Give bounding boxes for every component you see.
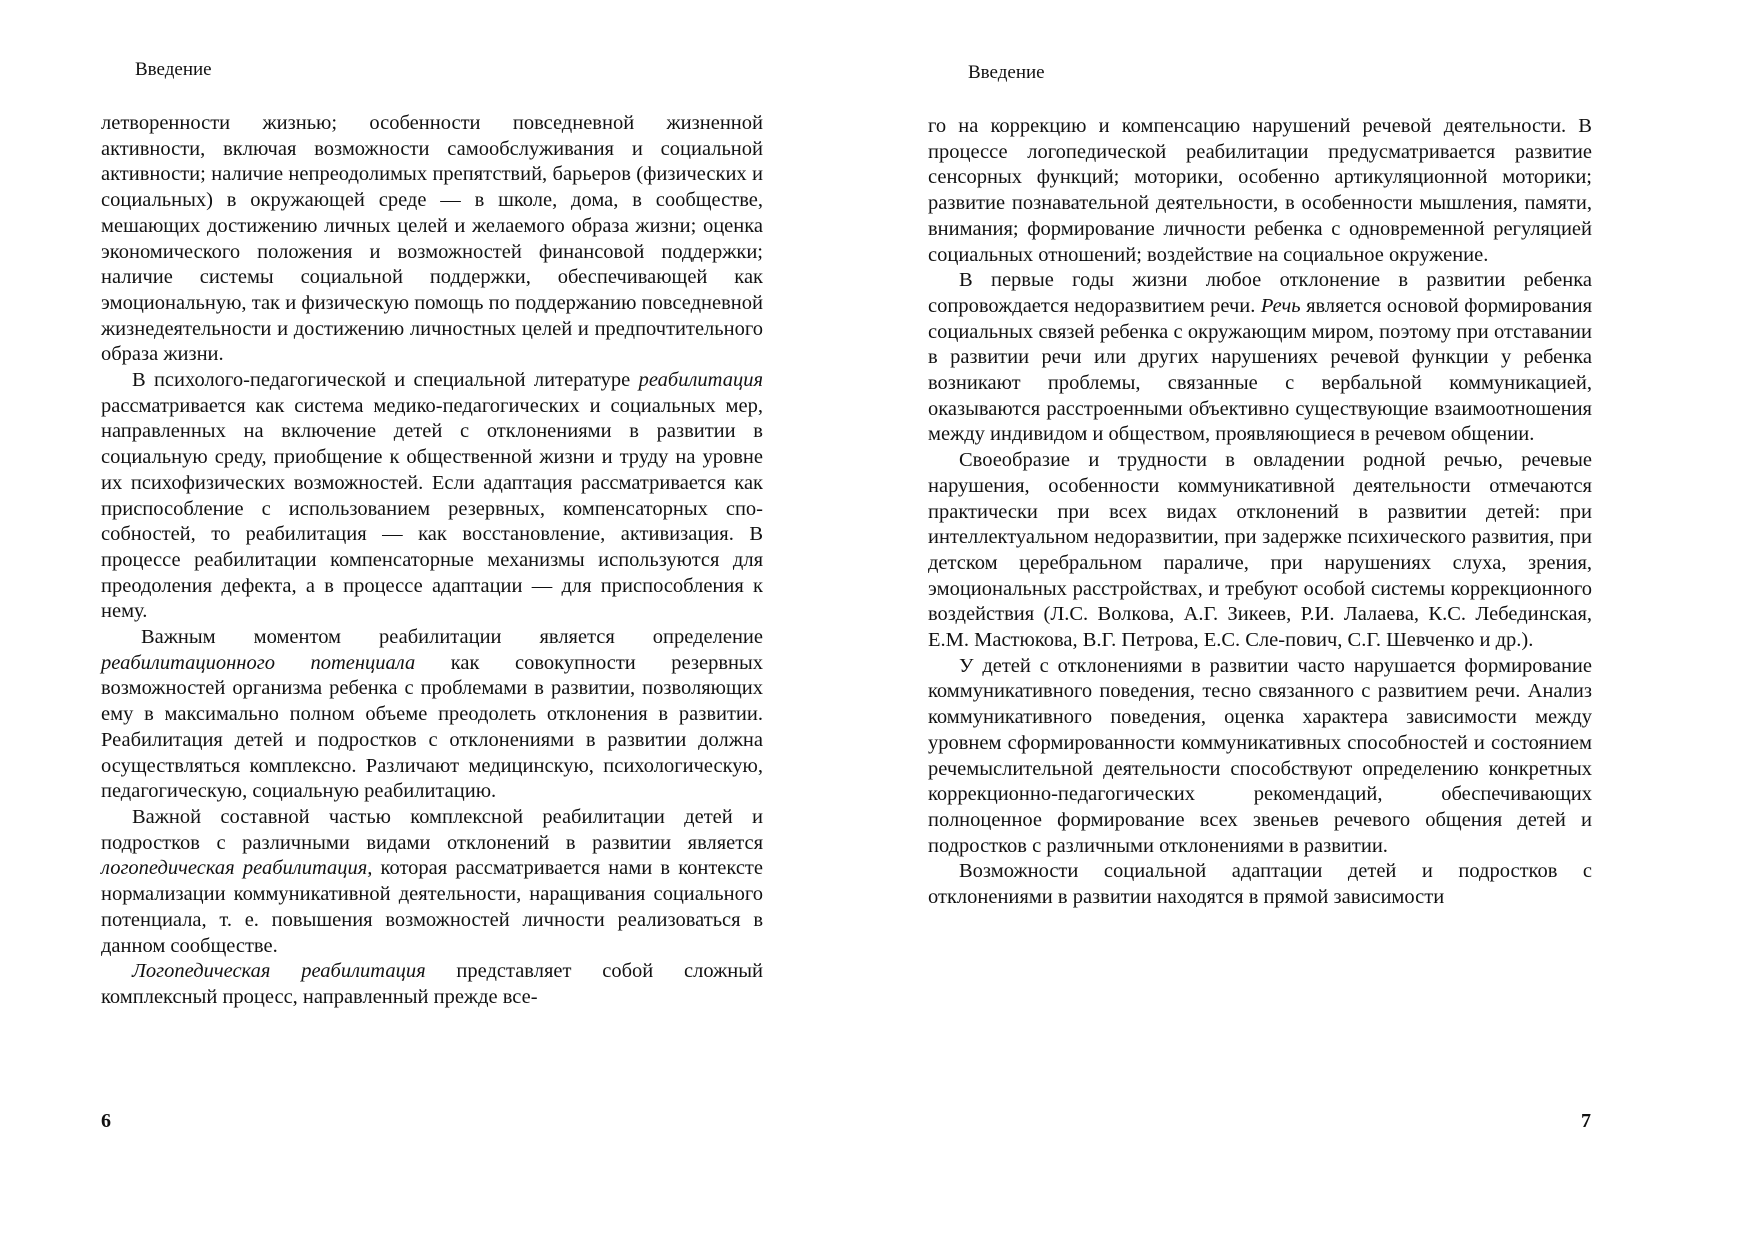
left-page [0,0,876,1241]
left-paragraph-5-term: Логопедическая реабилитация [132,960,426,983]
left-paragraph-4 [101,805,763,959]
left-paragraph-3-term: реабилитационного потенциала [101,651,416,674]
left-paragraph-3-before: Важным моментом реабилитации является определение [141,626,763,649]
left-running-head: Введение [135,59,212,80]
right-paragraph-2 [928,268,1592,448]
right-paragraph-2-term: Речь [1260,294,1301,317]
right-paragraph-4: У детей с отклонениями в развитии часто нарушается формирование коммуникативного поведения, тесно связанного с развитием речи. Анализ коммуникативного поведения, оценка характера зависимости между уровнем сформированности коммуникативных способностей и состоянием речемыслительной деятельности способствуют определению конкретных коррекционно-педагогических рекомендаций, обеспечивающих полноценное формирование всех звеньев речевого общения детей и подростков с различными отклонениями в развитии. [928,654,1592,857]
left-body-text [101,111,763,1011]
right-running-head: Введение [968,62,1045,83]
right-body-text [928,114,1592,911]
right-page [876,0,1753,1241]
right-paragraph-2-after: является основой формирования социальных связей ребенка с окружающим миром, поэтому при отставании в развитии речи или других нарушениях речевой функции у ребенка возникают проблемы, связанные с вербальной коммуникацией, оказываются расстроенными объективно существующие взаимоотношения между индивидом и обществом, проявляющиеся в речевом общении. [928,294,1593,446]
left-paragraph-3-after: как совокупности резервных возможностей организма ребенка с проблемами в развитии, позволяющих ему в максимально полном объеме преодолеть отклонения в развитии. Реабилитация детей и подростков с отклонениями в развитии должна осуществляться комплексно. Различают медицинскую, психологическую, педагогическую, социальную реабилитацию. [101,651,764,803]
right-paragraph-3: Своеобразие и трудности в овладении родной речью, речевые нарушения, особенности коммуникативной деятельности отмечаются практически при всех видах отклонений в развитии детей: при интеллектуальном недоразвитии, при задержке психического развития, при детском церебральном параличе, при нарушениях слуха, зрения, эмоциональных расстройствах, и требуют особой системы коррекционного воздействия (Л.С. Волкова, А.Г. Зикеев, Р.И. Лалаева, К.С. Лебединская, Е.М. Мастюкова, В.Г. Петрова, Е.С. Сле-пович, С.Г. Шевченко и др.). [928,449,1592,652]
left-paragraph-4-term: логопедическая реабилитация, [101,857,373,880]
left-paragraph-2-before: В психолого-педагогической и специальной литературе [132,369,639,392]
left-paragraph-4-before: Важной составной частью комплексной реабилитации детей и подростков с различными видами отклонений в развитии является [101,805,763,854]
left-paragraph-1: летворенности жизнью; особенности повседневной жизненной активности, включая возможности самообслуживания и социальной активности; наличие непреодолимых препятствий, барьеров (физических и социальных) в окружающей среде — в школе, дома, в сообществе, мешающих достижению личных целей и желаемого образа жизни; оценка экономического положения и возможностей финансовой поддержки; наличие системы социальной поддержки, обеспечивающей как эмоциональную, так и физическую помощь по поддержанию повседневной жизнедеятельности и достижению личностных целей и предпочтительного образа жизни. [101,112,763,366]
right-paragraph-2-before: В первые годы жизни любое отклонение в развитии ребенка сопровождается недоразвитием речи. [928,269,1592,317]
left-paragraph-5 [101,959,763,1010]
right-page-number: 7 [1581,1110,1591,1132]
left-paragraph-2-after: рассматривается как система медико-педагогических и социальных мер, направленных на включение детей с отклонениями в развитии в социальную среду, приобщение к общественной жизни и труду на уровне их психофизических возможностей. Если адаптация рассматривается как приспособление с использованием резервных, компенсаторных способностей, то реабилитация — как восстановление, активизация. В процессе реабилитации компенсаторные механизмы используются для преодоления дефекта, а в процессе адаптации — для приспособления к нему. [101,394,763,623]
left-paragraph-5-after: представляет собой сложный комплексный процесс, направленный прежде все- [101,960,763,1008]
left-page-number: 6 [101,1110,111,1132]
left-paragraph-2-term: реабилитация [638,369,763,392]
right-paragraph-5: Возможности социальной адаптации детей и подростков с отклонениями в развитии находятся в прямой зависимости [928,860,1592,909]
left-paragraph-2 [101,368,763,625]
right-paragraph-1: го на коррекцию и компенсацию нарушений речевой деятельности. В процессе логопедической реабилитации предусматривается развитие сенсорных функций; моторики, особенно артикуляционной моторики; развитие познавательной деятельности, в особенности мышления, памяти, внимания; формирование личности ребенка с одновременной регуляцией социальных отношений; воздействие на социальное окружение. [928,115,1592,266]
left-paragraph-3 [101,625,763,805]
left-paragraph-4-after: которая рассматривается нами в контексте нормализации коммуникативной деятельности, наращивания социального потенциала, т. е. повышения возможностей личности реализоваться в данном сообществе. [101,857,763,957]
